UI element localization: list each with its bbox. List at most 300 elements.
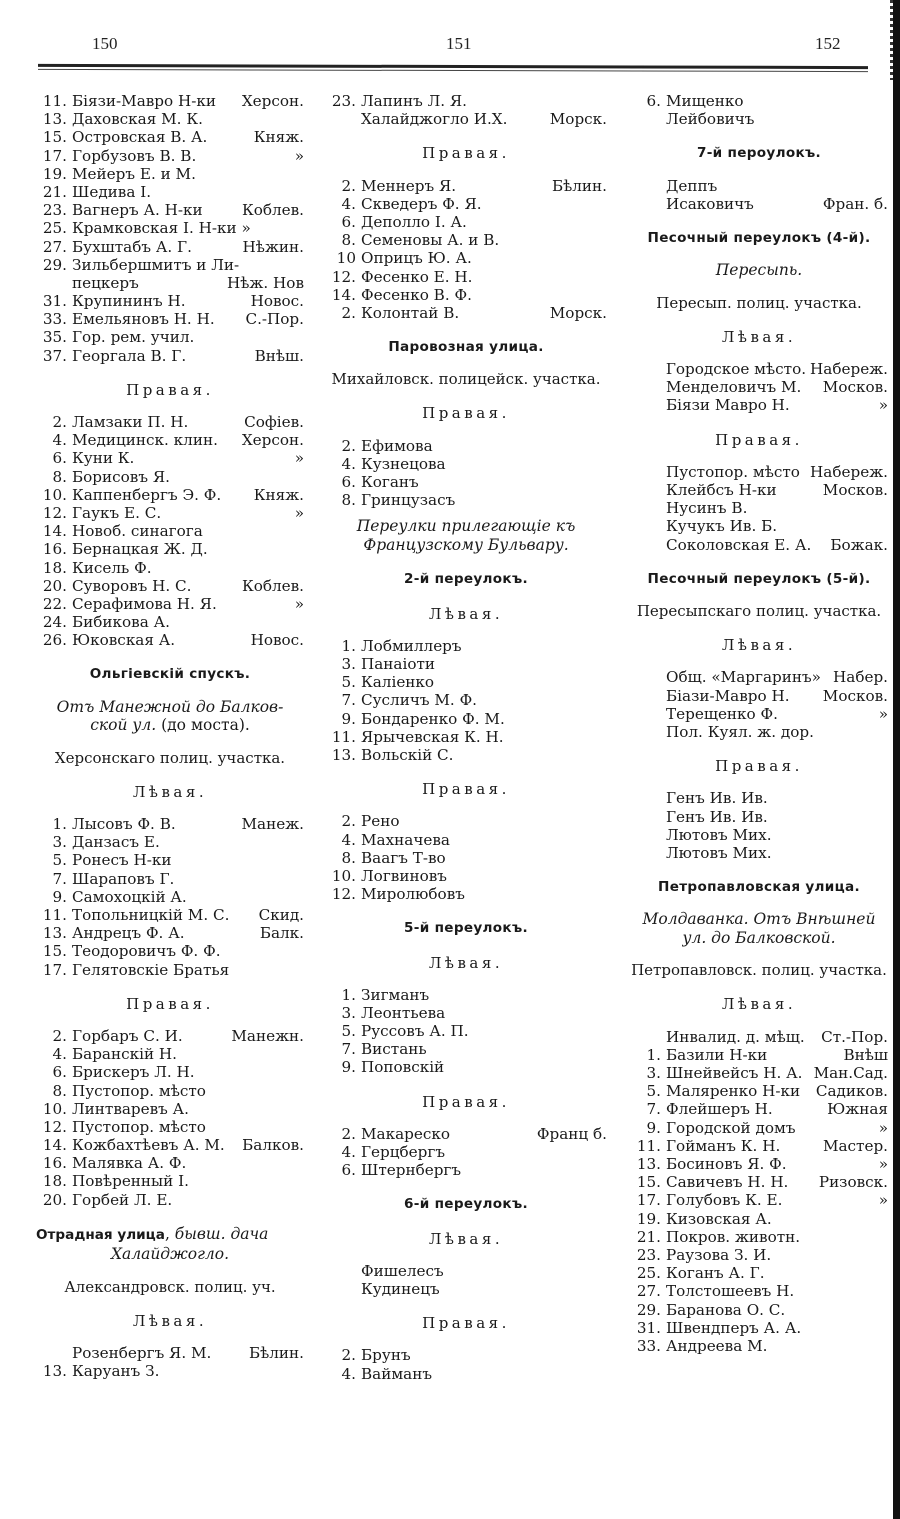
street-extent-line-2 [36,716,304,735]
house-number: 2. [341,812,356,831]
owner-name: Фишелесъ [361,1261,444,1280]
list-item [36,1063,304,1081]
entry-list [325,986,607,1077]
house-number: 14. [331,285,356,304]
house-number: 26. [42,631,67,650]
house-number: 6. [646,92,661,110]
house-number: 12. [42,1117,67,1136]
list-item [630,360,888,378]
list-item [630,517,888,535]
house-number: 6. [341,212,356,231]
owner-name: Розенбергъ Я. М. [72,1344,212,1363]
street-reference: Внѣш. [254,346,304,365]
side-label: Правая. [126,994,214,1013]
owner-name: Бондаренко Ф. М. [361,709,505,728]
street-reference [300,942,304,960]
owner-name: Менделовичъ М. [666,378,802,397]
house-number: 23. [636,1245,661,1264]
list-item [630,789,888,807]
owner-name: Теодоровичъ Ф. Ф. [72,942,221,961]
house-number: 25. [636,1264,661,1283]
house-number: 2. [341,176,356,195]
owner-name: Каруанъ З. [72,1362,160,1381]
list-item [630,826,888,844]
owner-name: Вольскій С. [361,745,454,764]
side-label: Правая. [715,430,803,449]
house-number: 1. [52,815,67,834]
list-item [325,1143,607,1161]
house-number: 7. [52,869,67,888]
street-reference [300,1172,304,1190]
street-reference: Ст.-Пор. [821,1027,888,1046]
street-reference: Внѣш [843,1045,888,1064]
house-number [325,1280,361,1298]
owner-name: Ярычевская К. Н. [361,727,504,746]
owner-name: Зигманъ [361,985,430,1004]
police-district: Александровск. полиц. уч. [64,1277,276,1296]
entry-list [36,1027,304,1209]
list-item [36,504,304,522]
side-label: Лѣвая. [428,953,504,972]
owner-name: Серафимова Н. Я. [72,594,217,613]
list-item [36,201,304,219]
owner-name: Топольницкій М. С. [72,906,230,924]
owner-name: Малявка А. Ф. [72,1154,187,1173]
street-reference [300,1362,304,1380]
owner-name: Горбаръ С. И. [72,1026,183,1045]
street-reference [603,455,607,473]
house-number: 8. [341,491,356,510]
street-reference: Морск. [549,303,607,322]
house-number: 8. [52,1081,67,1100]
owner-name: Бернацкая Ж. Д. [72,540,208,559]
house-number: 4. [52,1045,67,1064]
street-reference: Манежн. [231,1026,304,1045]
street-reference: Божак. [830,535,888,554]
owner-name: Рено [361,812,400,831]
street-reference [603,195,607,213]
entry-list [325,92,607,128]
street-reference: » [878,396,888,415]
side-label: Лѣвая. [721,995,797,1014]
list-item [36,413,304,431]
list-item [36,613,304,631]
street-reference: » [878,1155,888,1173]
house-number: 5. [341,673,356,692]
street-reference: Москов. [822,378,888,397]
street-reference [300,851,304,869]
owner-name: Самохоцкій А. [72,887,187,906]
street-heading-italic: бывш. дача [174,1224,269,1243]
street-reference [603,1346,607,1364]
list-item [36,128,304,146]
side-label: Правая. [126,380,214,399]
house-number: 11. [42,92,67,110]
owner-name: Линтваревъ А. [72,1099,190,1118]
house-number: 8. [52,467,67,486]
house-number [630,499,666,517]
owner-name: Оприцъ Ю. А. [361,249,472,268]
street-reference [603,437,607,455]
owner-name: Пустопор. мѣсто [666,462,800,481]
owner-name: Кудинецъ [361,1280,440,1298]
house-number: 21. [636,1227,661,1246]
list-item [36,961,304,979]
street-reference [603,655,607,673]
entry-list [630,668,888,741]
entry-list [325,1125,607,1180]
house-number: 4. [341,194,356,213]
house-number: 3. [52,833,67,852]
street-reference [300,1118,304,1136]
list-item [36,924,304,942]
list-item [325,1346,607,1364]
house-number: 15. [42,942,67,961]
street-heading-italic-line-2: Халайджогло. [110,1244,230,1263]
street-reference: Балк. [259,924,304,943]
owner-name: Поповскій [361,1058,445,1077]
owner-name: Скведеръ Ф. Я. [361,194,482,213]
list-item [325,710,607,728]
list-item [630,687,888,705]
list-item [630,1210,888,1228]
owner-name: Даховская М. К. [72,110,203,129]
list-item [630,1082,888,1100]
list-item [36,1362,304,1380]
house-number: 35. [42,328,67,347]
house-number: 7. [341,1040,356,1059]
owner-name: пецкеръ [72,273,139,292]
list-item [325,110,607,128]
owner-name: Гаукъ Е. С. [72,503,162,522]
list-item [325,728,607,746]
owner-name: Клейбсъ Н-ки [666,481,777,500]
street-reference [603,746,607,764]
house-number: 25. [42,219,67,238]
street-reference [603,849,607,867]
owner-name: Логвиновъ [361,866,447,885]
section-note-line-2: ул. до Балковской. [682,928,836,947]
list-item [36,183,304,201]
owner-name: Кисель Ф. [72,558,152,577]
street-reference [603,231,607,249]
list-item [325,92,607,110]
owner-name: Ваагъ Т-во [361,848,446,867]
list-item [630,463,888,481]
house-number: 12. [331,885,356,904]
owner-name: Данзасъ Е. [72,833,160,852]
house-number [630,195,666,213]
owner-name: Вистань [361,1040,427,1059]
side-label: Правая. [422,404,510,423]
house-number: 6. [52,449,67,468]
street-reference [884,177,888,195]
house-number: 17. [42,146,67,165]
house-number: 9. [341,1058,356,1077]
house-number [630,517,666,535]
owner-name: Кизовская А. [666,1209,772,1228]
house-number: 27. [636,1282,661,1301]
list-item [325,1040,607,1058]
list-item [36,1154,304,1172]
owner-name: Гойманъ К. Н. [666,1136,781,1155]
list-item [36,851,304,869]
list-item [325,673,607,691]
house-number: 27. [42,237,67,256]
house-number: 17. [42,960,67,979]
house-number: 16. [42,540,67,559]
street-reference: Набереж. [810,462,888,481]
house-number: 2. [341,303,356,322]
list-item [630,499,888,517]
street-reference [884,1282,888,1300]
entry-list [325,437,607,510]
entry-list [36,92,304,365]
street-reference [300,328,304,346]
street-reference [300,870,304,888]
street-reference [884,1319,888,1337]
owner-name: Горбей Л. Е. [72,1190,173,1209]
house-number: 14. [42,1136,67,1155]
street-heading-mixed: Отрадная улица, бывш. дача Халайджогло. [36,1225,304,1264]
house-number: 10 [336,249,356,268]
list-item [36,486,304,504]
house-number: 1. [341,636,356,655]
list-item [325,1365,607,1383]
list-item [630,1155,888,1173]
page-number-left: 150 [92,34,118,53]
owner-name: Біязи Мавро Н. [666,396,790,415]
street-reference [603,812,607,830]
owner-name: Фесенко Е. Н. [361,267,473,286]
list-item [36,328,304,346]
owner-name: Коганъ А. Г. [666,1264,765,1283]
house-number: 13. [42,110,67,129]
owner-name: Терещенко Ф. [666,704,778,723]
house-number [630,360,666,378]
list-item [630,844,888,862]
street-reference [603,1161,607,1179]
list-item [36,888,304,906]
house-number: 29. [636,1300,661,1319]
street-reference: Коблев. [241,576,304,595]
list-item [325,849,607,867]
street-reference [603,831,607,849]
owner-name: Георгала В. Г. [72,346,187,365]
house-number: 23. [42,201,67,220]
list-item [630,1173,888,1191]
street-reference: Южная [827,1100,888,1119]
house-number: 2. [52,1026,67,1045]
street-reference [884,110,888,128]
list-item [630,1100,888,1118]
list-item [630,110,888,128]
street-reference: Бѣлин. [248,1344,304,1363]
house-number: 1. [341,985,356,1004]
house-number: 14. [42,522,67,541]
list-item [36,449,304,467]
entry-list [325,1262,607,1298]
owner-name: Руссовъ А. П. [361,1022,469,1041]
house-number: 13. [42,1362,67,1381]
list-item [36,165,304,183]
owner-name: Куни К. [72,449,135,468]
owner-name: Лобмиллеръ [361,636,462,655]
house-number [630,723,666,741]
house-number [630,1028,666,1046]
police-district: Пересыпскаго полиц. участка. [636,601,882,620]
entry-list [36,815,304,979]
owner-name: Макареско [361,1124,451,1143]
house-number: 19. [636,1209,661,1228]
house-number: 33. [636,1336,661,1355]
entry-list [36,413,304,649]
list-item [325,195,607,213]
street-reference [884,1337,888,1355]
street-reference [603,710,607,728]
side-label: Лѣвая. [132,782,208,801]
list-item [36,906,304,924]
owner-name: Фесенко В. Ф. [361,285,472,304]
house-number [630,378,666,396]
list-item [36,1082,304,1100]
street-reference [884,92,888,110]
owner-name: Бибикова А. [72,613,170,632]
entry-list [325,1346,607,1382]
street-reference: Княж. [253,128,304,147]
owner-name: Пустопор. мѣсто [72,1081,206,1100]
street-reference: » [294,503,304,522]
list-item [630,396,888,414]
house-number: 8. [341,848,356,867]
street-reference: » [878,1191,888,1210]
house-number: 3. [341,1003,356,1022]
house-number: 5. [341,1022,356,1041]
list-item [325,1262,607,1280]
street-reference [300,961,304,979]
house-number: 9. [52,887,67,906]
street-reference [300,165,304,183]
owner-name: Андрецъ Ф. А. [72,924,185,943]
owner-name: Пустопор. мѣсто [72,1117,206,1136]
house-number: 11. [331,727,356,746]
street-reference: Набер. [833,668,888,687]
house-number: 9. [646,1118,661,1137]
street-reference [603,986,607,1004]
list-item [36,147,304,165]
list-item [36,815,304,833]
owner-name: Андреева М. [666,1336,768,1355]
street-reference [300,1063,304,1081]
owner-name: Медицинск. клин. [72,431,218,450]
owner-name: Городское мѣсто. [665,360,807,379]
list-item [630,1246,888,1264]
owner-name: Генъ Ив. Ив. [666,789,768,808]
list-item [36,631,304,649]
street-reference [884,1264,888,1282]
house-number [325,110,361,128]
street-reference [884,808,888,826]
owner-name: Борисовъ Я. [72,467,170,486]
street-heading: Петропавловская улица. [658,879,860,896]
side-label: Лѣвая. [721,636,797,655]
owner-name: Флейшеръ Н. [666,1100,773,1119]
owner-name: Нусинъ В. [666,499,748,518]
owner-name: Леонтьева [361,1003,446,1022]
list-item [325,831,607,849]
owner-name: Крупининъ Н. [72,292,186,311]
list-item [325,473,607,491]
owner-name: Зильбершмитъ и Ли- [72,255,240,274]
street-reference: Нѣжин. [242,237,304,256]
list-item [36,238,304,256]
list-item [630,1282,888,1300]
list-item [36,1172,304,1190]
owner-name: Баранскій Н. [72,1045,177,1064]
owner-name: Раузова З. И. [666,1245,772,1264]
street-reference [884,1210,888,1228]
owner-name: Соколовская Е. А. [666,535,812,554]
house-number: 22. [42,594,67,613]
owner-name: Махначева [361,830,450,849]
street-reference: Скид. [258,906,304,924]
list-item [325,491,607,509]
list-item [630,668,888,686]
owner-name: Емельяновъ Н. Н. [72,310,215,329]
street-reference [603,885,607,903]
owner-name: Ламзаки П. Н. [72,413,189,432]
list-item [36,1045,304,1063]
street-reference [603,249,607,267]
owner-name: Лысовъ Ф. В. [72,815,176,834]
list-item [325,437,607,455]
street-reference [603,1365,607,1383]
list-item [325,655,607,673]
street-reference [603,473,607,491]
list-item [36,559,304,577]
street-extent-line-1: Отъ Манежной до Балков- [56,697,284,716]
street-reference: » [878,704,888,723]
street-reference [603,268,607,286]
list-item [630,1301,888,1319]
street-heading: 2-й переулокъ. [404,571,528,588]
list-item [630,808,888,826]
street-reference [884,1228,888,1246]
section-note [325,517,607,554]
owner-name: Юковская А. [72,631,176,650]
owner-name: Лютовъ Мих. [666,843,772,862]
street-reference [603,1280,607,1298]
owner-name: Пол. Куял. ж. дор. [666,722,814,741]
street-reference: Мастер. [822,1136,888,1155]
street-extent-note: (до моста). [161,716,250,735]
street-reference: Херсон. [241,92,304,110]
list-item [36,468,304,486]
house-number: 4. [52,431,67,450]
entry-list [325,637,607,764]
list-item [36,1118,304,1136]
owner-name: Кузнецова [361,454,446,473]
list-item [325,986,607,1004]
owner-name: Базили Н-ки [666,1045,768,1064]
entry-list [630,92,888,128]
list-item [36,110,304,128]
street-heading: 7-й пероулокъ. [696,145,821,162]
page-number-center: 151 [446,34,472,53]
owner-name: Семеновы А. и В. [361,231,500,250]
list-item [36,522,304,540]
owner-name: Покров. животн. [666,1227,801,1246]
